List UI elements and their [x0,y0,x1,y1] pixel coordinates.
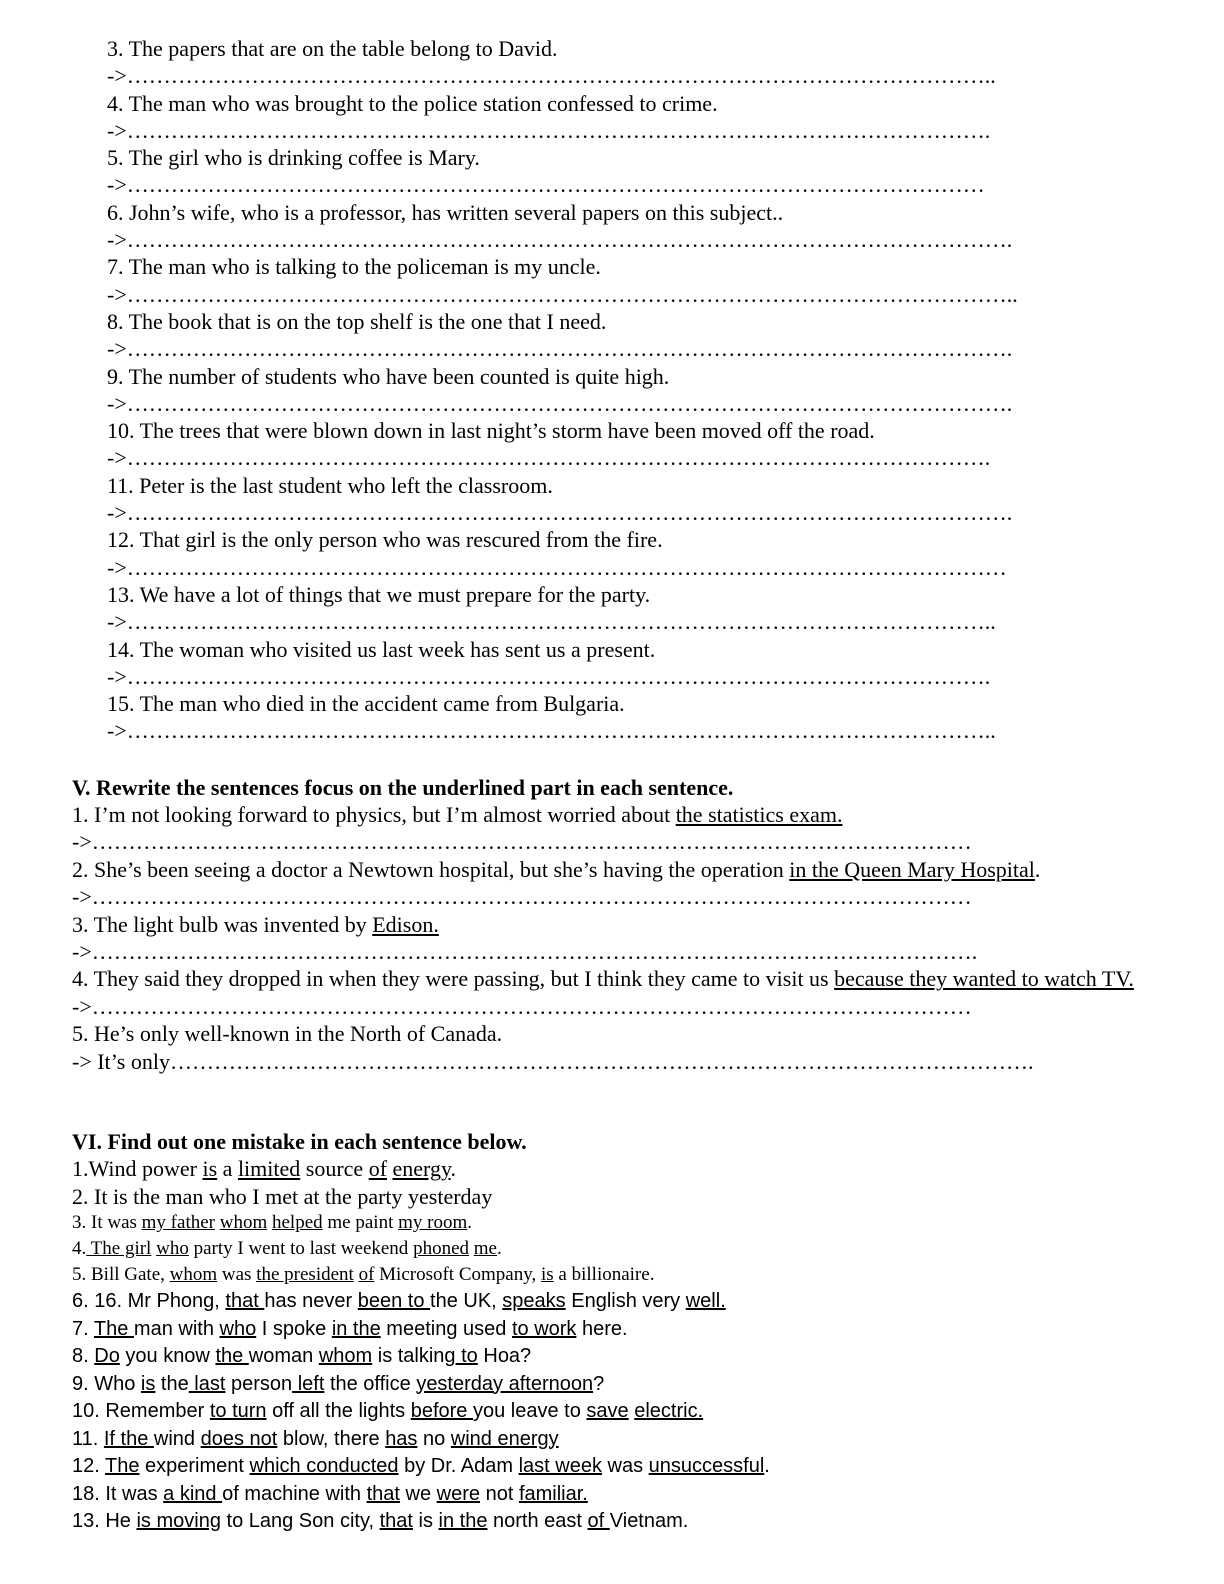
underlined-option[interactable]: phoned [413,1238,469,1259]
sentence-text: here. [576,1317,628,1340]
rewrite-question-1: 1. I’m not looking forward to physics, but I’m almost worried about the statistics exam. [72,802,843,827]
underlined-option[interactable]: If the [103,1427,154,1450]
underlined-part: because they wanted to watch TV. [834,966,1134,992]
underlined-option[interactable]: whom [318,1345,373,1367]
sentence-text: has never [264,1290,358,1312]
underlined-option[interactable]: the [215,1345,249,1367]
underlined-option[interactable]: is [202,1156,218,1181]
underlined-option[interactable]: The girl [86,1238,152,1259]
sentence-text: 18. It was [72,1482,164,1505]
answer-line-4[interactable]: ->………………………………………………………………………………………………………. [107,117,991,143]
answer-line-15[interactable]: ->……………………………………………………………………………………………………….. [107,718,996,744]
rewrite-answer-5[interactable]: -> It’s only………………………………………………………………………………………………………. [72,1048,1034,1074]
sentence-text: a billionaire. [553,1264,655,1285]
sentence-text: Hoa? [477,1345,532,1367]
sentence-text: 7. [72,1317,94,1340]
sentence-text: 12. [72,1455,105,1477]
sentence-text: the UK, [430,1290,503,1312]
underlined-option[interactable]: a kind [163,1482,223,1505]
sentence-text: by Dr. Adam [398,1455,519,1477]
underlined-option[interactable]: whom [219,1212,268,1233]
sentence-text: 6. 16. Mr Phong, [72,1290,226,1312]
mistake-sentence-13 [72,1508,1172,1536]
underlined-option[interactable]: that [366,1482,400,1505]
answer-line-8[interactable]: ->…………………………………………………………………………………………………………. [107,336,1013,362]
rewrite-answer-4[interactable]: ->………………………………………………………………………………………………………… [72,993,972,1019]
underlined-option[interactable]: who [156,1238,189,1259]
mistake-sentence-8 [72,1343,1172,1371]
underlined-option[interactable]: last [188,1372,226,1395]
sentence-text: a [217,1156,238,1181]
sentence-7: 7. The man who is talking to the policeman is my uncle. [107,254,601,280]
sentence-text: was [217,1264,257,1285]
rewrite-question-3: 3. The light bulb was invented by Edison. [72,911,439,937]
rewrite-answer-2[interactable]: ->………………………………………………………………………………………………………… [72,884,972,910]
underlined-option[interactable]: unsuccessful [648,1455,765,1477]
sentence-text: off all the lights [266,1400,411,1422]
sentence-text: not [480,1482,519,1505]
underlined-option[interactable]: energy [392,1156,451,1181]
mistake-sentence-5 [72,1262,1172,1288]
sentence-text: person [225,1372,293,1395]
sentence-text: experiment [139,1455,250,1477]
underlined-option[interactable]: limited [237,1156,301,1181]
section-5-heading: V. Rewrite the sentences focus on the underlined part in each sentence. [72,775,734,800]
sentence-text: . [764,1455,770,1477]
answer-line-7[interactable]: ->………………………………………………………………………………………………………….. [107,281,1018,307]
underlined-option[interactable]: is [140,1372,156,1395]
sentence-text: 5. Bill Gate, [72,1264,170,1285]
sentence-text: woman [248,1345,319,1367]
underlined-option[interactable]: to [455,1345,478,1367]
rewrite-question-2: 2. She’s been seeing a doctor a Newtown hospital, but she’s having the operation in the Queen Mary Hospital. [72,856,1041,882]
rewrite-question-4: 4. They said they dropped in when they were passing, but I think they came to visit us because they wanted to watch TV. [72,966,1134,992]
sentence-text: 1.Wind power [72,1156,203,1181]
underlined-option[interactable]: whom [169,1264,218,1285]
underlined-option[interactable]: Do [94,1345,120,1367]
sentence-text: Vietnam. [609,1510,689,1532]
sentence-text: was [601,1455,649,1477]
sentence-text: you know [119,1345,216,1367]
answer-line-14[interactable]: ->………………………………………………………………………………………………………. [107,663,991,689]
sentence-text: 3. It was [72,1212,142,1233]
underlined-option[interactable]: electric. [634,1400,704,1422]
underlined-option[interactable]: is moving [136,1510,221,1532]
underlined-option[interactable]: my father [141,1212,215,1233]
sentence-3: 3. The papers that are on the table belong to David. [107,36,558,61]
underlined-option[interactable]: The [105,1455,140,1477]
underlined-option[interactable]: which conducted [249,1455,399,1477]
sentence-text: we [399,1482,437,1505]
rewrite-question-5: 5. He’s only well-known in the North of Canada. [72,1021,503,1047]
sentence-text: the office [324,1372,417,1395]
sentence-text: 10. Remember [72,1400,210,1422]
underlined-option[interactable]: my room [398,1212,468,1233]
answer-line-9[interactable]: ->…………………………………………………………………………………………………………. [107,390,1013,416]
sentence-text: 11. [72,1427,104,1450]
underlined-part: Edison. [372,911,439,937]
underlined-option[interactable]: of [358,1264,375,1285]
sentence-text: is talking [372,1345,456,1367]
underlined-option[interactable]: were [436,1482,481,1505]
answer-line-12[interactable]: ->………………………………………………………………………………………………………… [107,554,1007,580]
sentence-text: 9. Who [72,1372,141,1395]
mistake-sentence-1 [72,1155,1172,1183]
underlined-option[interactable]: before [410,1400,473,1422]
sentence-text: to Lang Son city, [220,1510,380,1532]
mistake-sentence-6 [72,1288,1172,1316]
sentence-text: north east [487,1510,588,1532]
sentence-text: . [496,1238,502,1259]
underlined-option[interactable]: familiar. [518,1482,588,1505]
underlined-option[interactable]: the president [256,1264,354,1285]
sentence-text: . [450,1156,457,1181]
underlined-option[interactable]: to work [511,1317,577,1340]
section-6-exercise [72,1128,1172,1536]
underlined-option[interactable]: has [385,1427,418,1450]
sentence-text: man with [133,1317,220,1340]
sentence-text: wind [153,1427,201,1450]
underlined-option[interactable]: to turn [209,1400,267,1422]
sentence-text: . [467,1212,472,1233]
sentence-8: 8. The book that is on the top shelf is the one that I need. [107,308,607,334]
section-6-heading: VI. Find out one mistake in each sentence below. [72,1129,527,1154]
sentence-text: 4. [72,1238,87,1259]
underlined-option[interactable]: that [225,1290,265,1312]
underlined-option[interactable]: wind energy [450,1427,559,1450]
sentence-15: 15. The man who died in the accident came from Bulgaria. [107,691,625,717]
sentence-12: 12. That girl is the only person who was rescured from the fire. [107,527,663,553]
sentence-14: 14. The woman who visited us last week has sent us a present. [107,636,656,662]
mistake-sentence-2: 2. It is the man who I met at the party yesterday [72,1183,493,1209]
sentence-13: 13. We have a lot of things that we must prepare for the party. [107,581,651,607]
sentence-4: 4. The man who was brought to the police station confessed to crime. [107,90,718,116]
mistake-sentence-10 [72,1398,1172,1426]
underlined-option[interactable]: is [540,1264,554,1285]
mistake-sentence-4 [72,1236,1172,1262]
underlined-option[interactable]: well. [685,1290,726,1312]
sentence-text: ? [593,1372,605,1395]
sentence-6: 6. John’s wife, who is a professor, has written several papers on this subject.. [107,199,784,225]
sentence-5: 5. The girl who is drinking coffee is Mary. [107,145,480,171]
underlined-option[interactable]: last week [518,1455,602,1477]
sentence-text: blow, there [277,1427,386,1450]
sentence-text: 13. He [72,1510,137,1532]
sentence-text: 8. [72,1345,95,1367]
rewrite-answer-1[interactable]: ->………………………………………………………………………………………………………… [72,829,972,855]
underlined-option[interactable]: of [368,1156,388,1181]
underlined-part: in the Queen Mary Hospital [789,856,1035,882]
underlined-option[interactable]: yesterday afternoon [416,1372,594,1395]
rewrite-answer-3[interactable]: ->…………………………………………………………………………………………………………. [72,939,978,965]
sentence-text: is [412,1510,439,1532]
mistake-sentence-7 [72,1316,1172,1344]
sentence-text: Microsoft Company, [374,1264,541,1285]
underlined-option[interactable]: in the [438,1510,488,1532]
answer-line-5[interactable]: ->……………………………………………………………………………………………………… [107,172,985,198]
mistake-sentence-9 [72,1371,1172,1399]
sentence-text: English very [565,1290,686,1312]
underlined-part: the statistics exam. [675,802,843,827]
sentence-9: 9. The number of students who have been counted is quite high. [107,363,670,389]
underlined-option[interactable]: that [379,1510,413,1532]
mistake-sentence-3 [72,1210,1172,1236]
sentence-text: source [300,1156,369,1181]
mistake-sentence-11 [72,1426,1172,1454]
answer-line-13[interactable]: ->……………………………………………………………………………………………………….. [107,609,996,635]
answer-line-3[interactable]: ->……………………………………………………………………………………………………….. [107,63,996,89]
sentence-11: 11. Peter is the last student who left the classroom. [107,472,553,498]
sentence-text: meeting used [380,1317,512,1340]
underlined-option[interactable]: speaks [502,1290,566,1312]
underlined-option[interactable]: of [587,1510,610,1532]
underlined-option[interactable]: who [219,1317,257,1340]
mistake-sentence-12 [72,1453,1172,1481]
section-4-exercise [107,35,1167,745]
sentence-text: I spoke [256,1317,332,1340]
mistake-sentence-18 [72,1481,1172,1509]
sentence-text: no [417,1427,451,1450]
answer-line-6[interactable]: ->…………………………………………………………………………………………………………. [107,227,1013,253]
underlined-option[interactable]: helped [271,1212,323,1233]
sentence-text: you leave to [472,1400,587,1422]
underlined-option[interactable]: save [586,1400,629,1422]
section-5-exercise [72,774,1172,1075]
underlined-option[interactable]: in the [331,1317,381,1340]
underlined-option[interactable]: The [93,1317,134,1340]
sentence-10: 10. The trees that were blown down in last night’s storm have been moved off the road. [107,418,875,444]
answer-line-10[interactable]: ->………………………………………………………………………………………………………. [107,445,991,471]
sentence-text: me paint [322,1212,399,1233]
sentence-text: of machine with [222,1482,367,1505]
sentence-text: party I went to last weekend [188,1238,414,1259]
sentence-text: the [155,1372,189,1395]
answer-line-11[interactable]: ->…………………………………………………………………………………………………………. [107,500,1013,526]
underlined-option[interactable]: me [473,1238,497,1259]
underlined-option[interactable]: been to [357,1290,431,1312]
underlined-option[interactable]: does not [200,1427,278,1450]
underlined-option[interactable]: left [292,1372,325,1395]
